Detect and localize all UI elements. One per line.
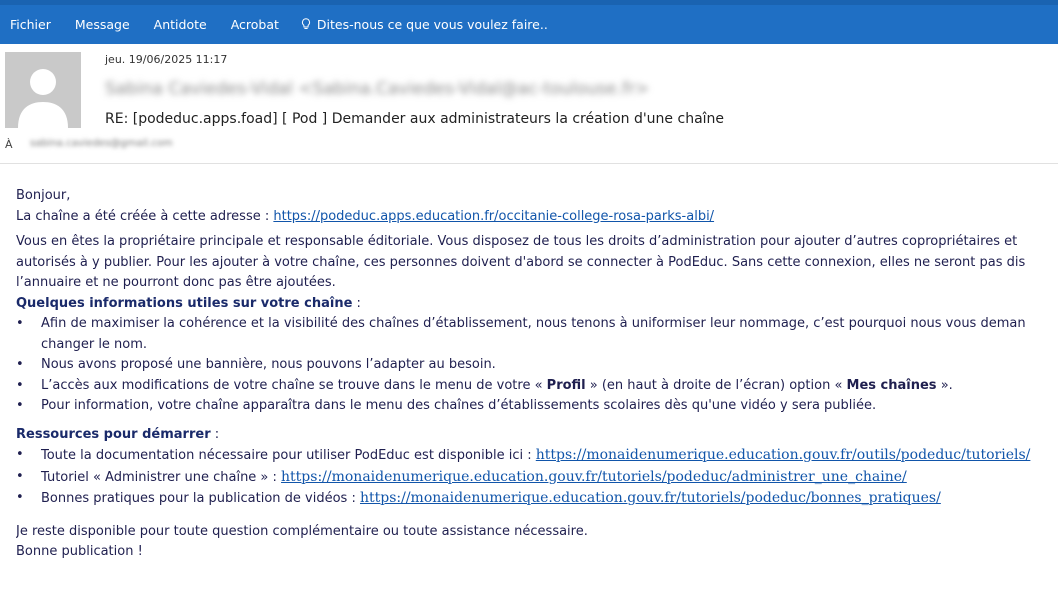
- email-date: jeu. 19/06/2025 11:17: [105, 53, 228, 66]
- list-item: • Afin de maximiser la cohérence et la visibilité des chaînes d’établissement, nous tenons à uniformiser leur nommage, c’est pourquoi nous vous deman: [16, 314, 1058, 335]
- email-subject: RE: [podeduc.apps.foad] [ Pod ] Demander aux administrateurs la création d'une chaîne: [105, 111, 725, 127]
- email-sender[interactable]: Sabina Caviedes-Vidal <Sabina.Caviedes-Vidal@ac-toulouse.fr>: [105, 79, 650, 99]
- person-icon: [5, 52, 81, 128]
- list-item: • Pour information, votre chaîne apparaîtra dans le menu des chaînes d’établissements scolaires dès qu'une vidéo y sera publiée.: [16, 396, 1058, 417]
- title-strip: [0, 0, 1058, 5]
- res-2-text: Tutoriel « Administrer une chaîne » :: [41, 469, 282, 485]
- info-3-profil: Profil: [546, 377, 586, 393]
- list-item: [16, 376, 1058, 397]
- closing-line-2: Bonne publication !: [16, 544, 143, 559]
- ribbon-menu: [0, 14, 548, 34]
- resources-heading-text: Ressources pour démarrer: [16, 426, 211, 442]
- menu-fichier[interactable]: Fichier: [10, 16, 51, 32]
- list-item: • Nous avons proposé une bannière, nous pouvons l’adapter au besoin.: [16, 355, 1058, 376]
- resources-heading-suffix: :: [210, 426, 220, 442]
- info-heading: [16, 294, 1058, 315]
- lightbulb-icon: [301, 18, 311, 30]
- closing-line-1: Je reste disponible pour toute question complémentaire ou toute assistance nécessaire.: [16, 523, 588, 539]
- email-body: [16, 186, 1058, 563]
- list-item: [16, 488, 1058, 510]
- para-line-3: l’annuaire et ne pourront donc pas être ajoutées.: [16, 275, 336, 290]
- resources-heading: [16, 425, 1058, 446]
- tutorials-link[interactable]: https://monaidenumerique.education.gouv.fr/outils/podeduc/tutoriels/: [535, 447, 1031, 463]
- res-1-text: Toute la documentation nécessaire pour utiliser PodEduc est disponible ici :: [41, 448, 536, 463]
- info-3-pre: L’accès aux modifications de votre chaîne se trouve dans le menu de votre «: [41, 377, 547, 393]
- resources-list: [16, 445, 1058, 510]
- info-3-mid: » (en haut à droite de l’écran) option «: [585, 377, 847, 393]
- info-list: [16, 314, 1058, 417]
- info-3-post: ».: [936, 377, 953, 393]
- to-recipient[interactable]: sabina.caviedes@gmail.com: [30, 138, 173, 149]
- best-practices-link[interactable]: https://monaidenumerique.education.gouv.fr/tutoriels/podeduc/bonnes_pratiques/: [359, 490, 941, 506]
- list-item: [16, 445, 1058, 467]
- ribbon: [0, 0, 1058, 44]
- created-prefix: La chaîne a été créée à cette adresse :: [16, 208, 274, 224]
- header-divider: [0, 163, 1058, 164]
- created-line: [16, 207, 1058, 228]
- channel-link[interactable]: https://podeduc.apps.education.fr/occitanie-college-rosa-parks-albi/: [273, 208, 715, 224]
- info-3-mes-chaines: Mes chaînes: [846, 377, 937, 393]
- list-item-continued: changer le nom.: [41, 336, 148, 352]
- tell-me-box[interactable]: [291, 17, 548, 32]
- list-item: [16, 467, 1058, 489]
- info-heading-suffix: :: [352, 295, 361, 311]
- menu-acrobat[interactable]: Acrobat: [230, 16, 279, 32]
- tell-me-text: Dites-nous ce que vous voulez faire..: [316, 16, 548, 32]
- to-label: À: [5, 138, 13, 151]
- res-3-text: Bonnes pratiques pour la publication de vidéos :: [41, 491, 360, 506]
- menu-antidote[interactable]: Antidote: [153, 16, 207, 32]
- greeting: Bonjour,: [16, 188, 71, 203]
- menu-message[interactable]: Message: [74, 16, 130, 32]
- avatar: [5, 52, 81, 128]
- para-line-2: autorisés à y publier. Pour les ajouter à votre chaîne, ces personnes doivent d'abord se connecter à PodEduc. Sans cette connexion, elles ne seront pas dis: [16, 254, 1026, 270]
- info-heading-text: Quelques informations utiles sur votre chaîne: [16, 295, 353, 311]
- admin-channel-link[interactable]: https://monaidenumerique.education.gouv.fr/tutoriels/podeduc/administrer_une_chaine/: [281, 468, 907, 485]
- para-line-1: Vous en êtes la propriétaire principale et responsable éditoriale. Vous disposez de tous les droits d’administration pour ajouter d’autres copropriétaires et: [16, 234, 1018, 249]
